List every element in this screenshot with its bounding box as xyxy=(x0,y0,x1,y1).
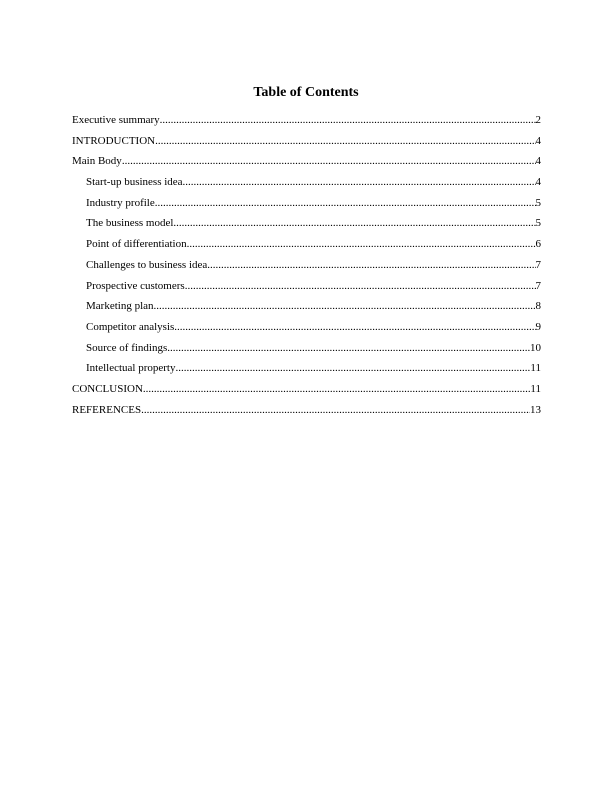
toc-dot-leader xyxy=(122,154,536,168)
toc-dot-leader xyxy=(160,113,536,127)
toc-dot-leader xyxy=(174,320,535,334)
toc-entry-page: 13 xyxy=(530,403,541,416)
toc-entry-marketing-plan[interactable] xyxy=(72,299,541,320)
toc-entry-page: 11 xyxy=(530,382,541,395)
toc-entry-label: Prospective customers xyxy=(86,279,185,292)
toc-dot-leader xyxy=(185,279,536,293)
toc-entry-label: The business model xyxy=(86,217,174,230)
toc-entry-startup-business-idea[interactable] xyxy=(72,175,541,196)
toc-dot-leader xyxy=(143,382,531,396)
toc-entry-page: 7 xyxy=(535,258,541,271)
toc-entry-conclusion[interactable] xyxy=(72,382,541,403)
toc-entry-executive-summary[interactable] xyxy=(72,113,541,134)
toc-entry-label: Main Body xyxy=(72,155,122,168)
toc-dot-leader xyxy=(167,341,530,355)
toc-dot-leader xyxy=(187,237,536,251)
toc-entry-introduction[interactable] xyxy=(72,134,541,155)
toc-entry-page: 10 xyxy=(530,341,541,354)
toc-entry-label: Marketing plan xyxy=(86,300,154,313)
toc-entry-page: 9 xyxy=(535,320,541,333)
toc-entry-label: Challenges to business idea xyxy=(86,258,208,271)
toc-entry-label: Source of findings xyxy=(86,341,168,354)
toc-entry-prospective-customers[interactable] xyxy=(72,279,541,300)
toc-entry-label: Executive summary xyxy=(72,114,160,126)
toc-entry-label: Point of differentiation xyxy=(86,238,187,251)
toc-entry-label: Start-up business idea xyxy=(86,176,183,189)
toc-title: Table of Contents xyxy=(253,85,359,100)
toc-entry-label: Industry profile xyxy=(86,196,155,209)
toc-list xyxy=(72,113,541,423)
toc-entry-intellectual-property[interactable] xyxy=(72,361,541,382)
toc-entry-page: 2 xyxy=(535,114,541,126)
toc-dot-leader xyxy=(141,403,530,417)
toc-entry-label: CONCLUSION xyxy=(72,382,143,395)
toc-entry-references[interactable] xyxy=(72,403,541,424)
toc-dot-leader xyxy=(154,299,536,313)
toc-entry-challenges[interactable] xyxy=(72,258,541,279)
toc-entry-page: 4 xyxy=(535,176,541,189)
toc-entry-page: 4 xyxy=(535,155,541,168)
toc-entry-page: 6 xyxy=(535,238,541,251)
toc-entry-page: 5 xyxy=(535,196,541,209)
toc-entry-label: Competitor analysis xyxy=(86,320,175,333)
toc-entry-page: 5 xyxy=(535,217,541,230)
toc-entry-page: 8 xyxy=(535,300,541,313)
toc-entry-competitor-analysis[interactable] xyxy=(72,320,541,341)
toc-entry-source-of-findings[interactable] xyxy=(72,341,541,362)
toc-dot-leader xyxy=(183,175,536,189)
toc-dot-leader xyxy=(176,361,531,375)
toc-dot-leader xyxy=(155,196,536,210)
toc-entry-business-model[interactable] xyxy=(72,216,541,237)
toc-entry-label: INTRODUCTION xyxy=(72,134,156,147)
toc-dot-leader xyxy=(207,258,535,272)
toc-entry-point-of-differentiation[interactable] xyxy=(72,237,541,258)
toc-dot-leader xyxy=(155,134,535,148)
toc-entry-industry-profile[interactable] xyxy=(72,196,541,217)
toc-entry-page: 4 xyxy=(535,134,541,147)
toc-entry-main-body[interactable] xyxy=(72,154,541,175)
toc-entry-label: REFERENCES xyxy=(72,403,142,416)
toc-entry-page: 7 xyxy=(535,279,541,292)
toc-entry-label: Intellectual property xyxy=(86,362,176,375)
toc-entry-page: 11 xyxy=(530,362,541,375)
toc-dot-leader xyxy=(173,216,535,230)
